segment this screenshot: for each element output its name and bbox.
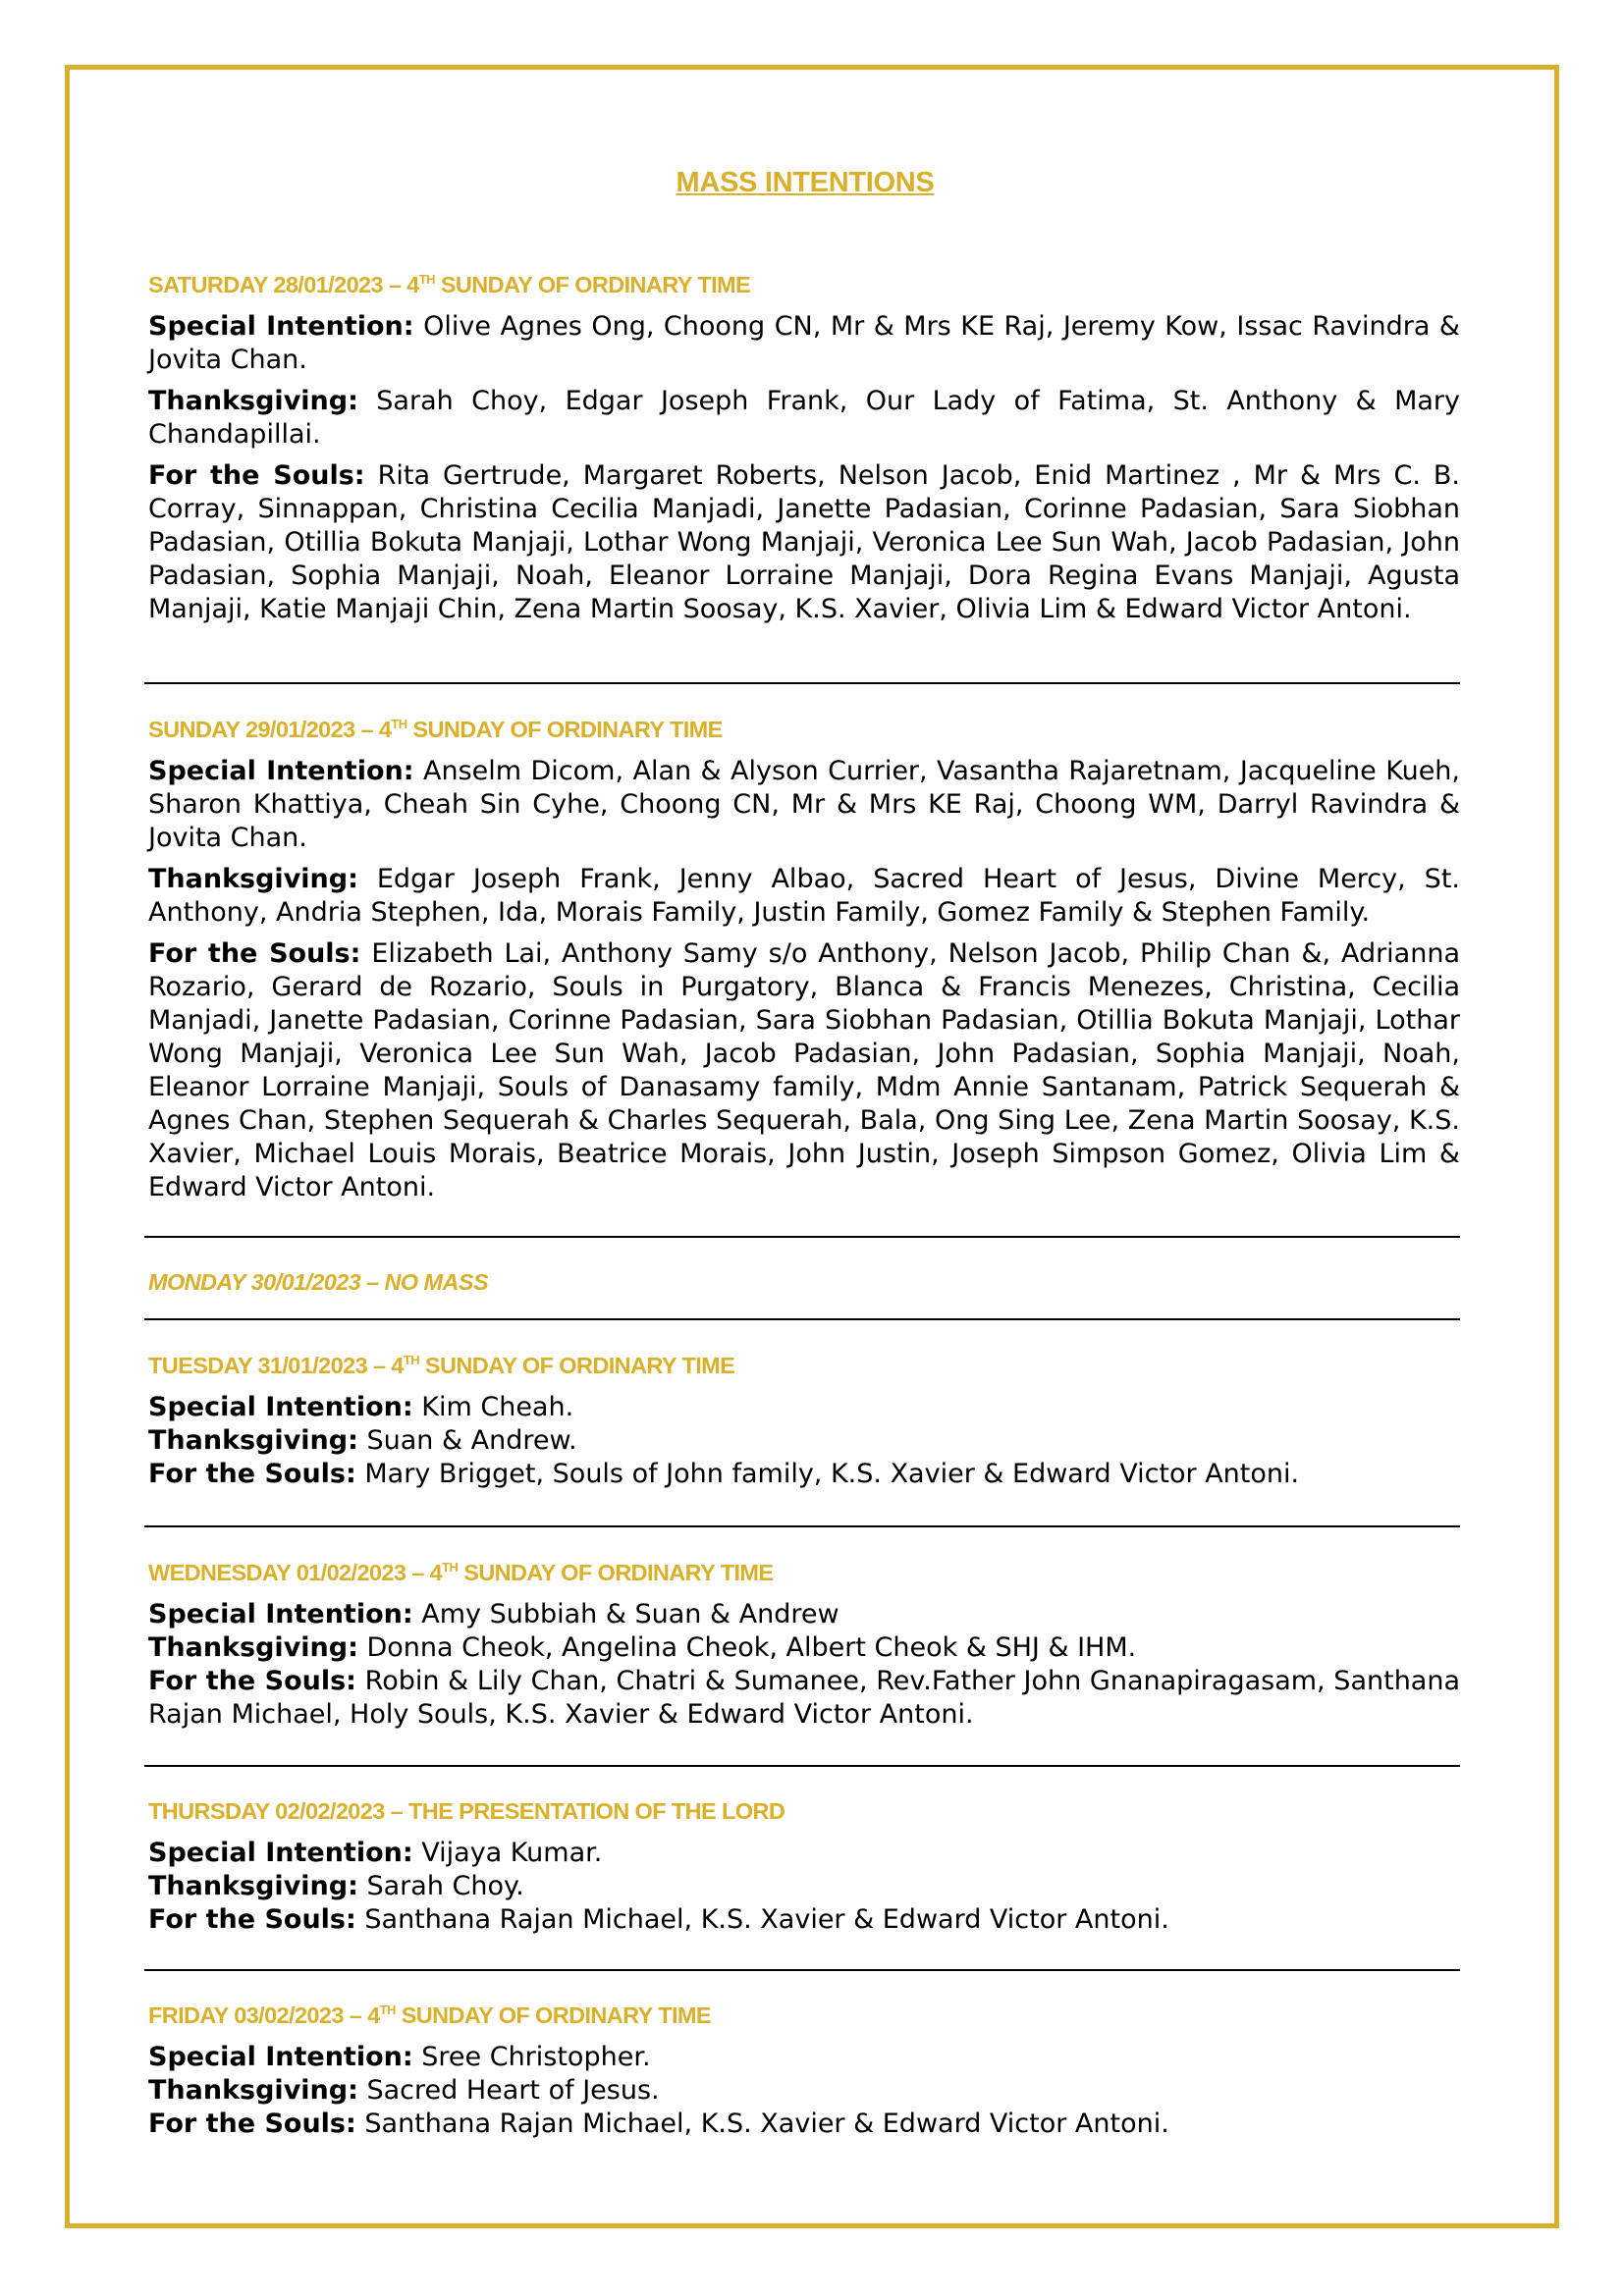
thanksgiving: Thanksgiving: Donna Cheok, Angelina Cheok, Albert Cheok & SHJ & IHM.: [148, 1632, 1137, 1663]
for-the-souls: For the Souls: Santhana Rajan Michael, K.S. Xavier & Edward Victor Antoni.: [148, 2109, 1169, 2139]
divider: [144, 1525, 1460, 1527]
for-the-souls: For the Souls: Rita Gertrude, Margaret Roberts, Nelson Jacob, Enid Martinez , Mr & Mrs C. B. Corray, Sinnappan, Christina Cecilia Manjadi, Janette Padasian, Corinne Padasian, Sara Siobhan Padasian, Otillia Bokuta Manjaji, Lothar Wong Manjaji, Veronica Lee Sun Wah, Jacob Padasian, John Padasian, Sophia Manjaji, Noah, Eleanor Lorraine Manjaji, Dora Regina Evans Manjaji, Agusta Manjaji, Katie Manjaji Chin, Zena Martin Soosay, K.S. Xavier, Olivia Lim & Edward Victor Antoni.: [148, 460, 1460, 624]
special-intention: Special Intention: Vijaya Kumar.: [148, 1838, 603, 1868]
special-intention: Special Intention: Olive Agnes Ong, Choong CN, Mr & Mrs KE Raj, Jeremy Kow, Issac Ravindra & Jovita Chan.: [148, 311, 1460, 375]
divider: [144, 682, 1460, 684]
for-the-souls: For the Souls: Mary Brigget, Souls of John family, K.S. Xavier & Edward Victor Antoni.: [148, 1459, 1300, 1489]
section-monday: [148, 1269, 1460, 1308]
day-heading: MONDAY 30/01/2023 – NO MASS: [148, 1269, 489, 1295]
for-the-souls: For the Souls: Santhana Rajan Michael, K.S. Xavier & Edward Victor Antoni.: [148, 1904, 1169, 1935]
thanksgiving: Thanksgiving: Suan & Andrew.: [148, 1425, 577, 1456]
divider: [144, 1969, 1460, 1971]
day-heading: SUNDAY 29/01/2023 – 4TH SUNDAY OF ORDINARY TIME: [148, 717, 723, 742]
for-the-souls: For the Souls: Elizabeth Lai, Anthony Samy s/o Anthony, Nelson Jacob, Philip Chan &, Adrianna Rozario, Gerard de Rozario, Souls in Purgatory, Blanca & Francis Menezes, Christina, Cecilia Manjadi, Janette Padasian, Corinne Padasian, Sara Siobhan Padasian, Otillia Bokuta Manjaji, Lothar Wong Manjaji, Veronica Lee Sun Wah, Jacob Padasian, John Padasian, Sophia Manjaji, Noah, Eleanor Lorraine Manjaji, Souls of Danasamy family, Mdm Annie Santanam, Patrick Sequerah & Agnes Chan, Stephen Sequerah & Charles Sequerah, Bala, Ong Sing Lee, Zena Martin Soosay, K.S. Xavier, Michael Louis Morais, Beatrice Morais, John Justin, Joseph Simpson Gomez, Olivia Lim & Edward Victor Antoni.: [148, 938, 1460, 1202]
special-intention: Special Intention: Sree Christopher.: [148, 2042, 651, 2072]
day-heading: TUESDAY 31/01/2023 – 4TH SUNDAY OF ORDINARY TIME: [148, 1353, 735, 1378]
section-friday: [148, 2002, 1460, 2141]
day-heading: SATURDAY 28/01/2023 – 4TH SUNDAY OF ORDINARY TIME: [148, 272, 751, 297]
section-tuesday: [148, 1353, 1460, 1491]
special-intention: Special Intention: Kim Cheah.: [148, 1392, 574, 1422]
for-the-souls: For the Souls: Robin & Lily Chan, Chatri & Sumanee, Rev.Father John Gnanapiragasam, Santhana Rajan Michael, Holy Souls, K.S. Xavier & Edward Victor Antoni.: [148, 1666, 1461, 1730]
day-heading: WEDNESDAY 01/02/2023 – 4TH SUNDAY OF ORDINARY TIME: [148, 1560, 774, 1585]
special-intention: Special Intention: Amy Subbiah & Suan & Andrew: [148, 1599, 839, 1629]
divider: [144, 1765, 1460, 1767]
thanksgiving: Thanksgiving: Sarah Choy.: [148, 1871, 524, 1901]
divider: [144, 1318, 1460, 1320]
special-intention: Special Intention: Anselm Dicom, Alan & Alyson Currier, Vasantha Rajaretnam, Jacqueline Kueh, Sharon Khattiya, Cheah Sin Cyhe, Choong CN, Mr & Mrs KE Raj, Choong WM, Darryl Ravindra & Jovita Chan.: [148, 756, 1460, 853]
section-saturday: [148, 272, 1460, 626]
section-wednesday: [148, 1560, 1460, 1732]
section-thursday: [148, 1798, 1460, 1937]
thanksgiving: Thanksgiving: Edgar Joseph Frank, Jenny Albao, Sacred Heart of Jesus, Divine Mercy, St. Anthony, Andria Stephen, Ida, Morais Family, Justin Family, Gomez Family & Stephen Family.: [148, 864, 1460, 928]
day-heading: THURSDAY 02/02/2023 – THE PRESENTATION OF THE LORD: [148, 1798, 785, 1824]
divider: [144, 1236, 1460, 1238]
section-sunday: [148, 717, 1460, 1204]
thanksgiving: Thanksgiving: Sacred Heart of Jesus.: [148, 2075, 660, 2106]
thanksgiving: Thanksgiving: Sarah Choy, Edgar Joseph Frank, Our Lady of Fatima, St. Anthony & Mary Chandapillai.: [148, 386, 1460, 450]
day-heading: FRIDAY 03/02/2023 – 4TH SUNDAY OF ORDINARY TIME: [148, 2002, 711, 2028]
page-title: MASS INTENTIONS: [676, 167, 935, 198]
